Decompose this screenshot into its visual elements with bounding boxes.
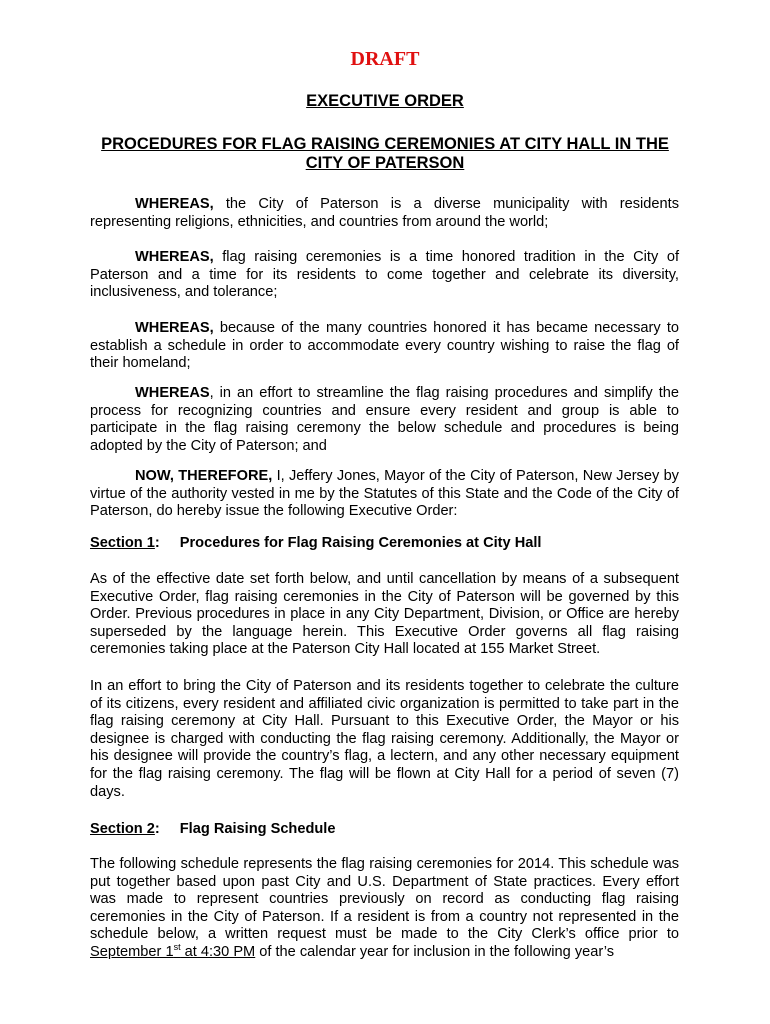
whereas-lead: WHEREAS, [135,249,214,265]
schedule-text: The following schedule represents the flag raising ceremonies for 2014. This schedule was put together based upon past City and U.S. Department of State practices. Every effort was made to represent countries previously on record as conducting flag raising ceremonies in the City of Paterson. If a resident is from a country not represented in the schedule below, a written request must be made to the City Clerk’s office prior to [90,856,679,943]
document-type-heading: EXECUTIVE ORDER [306,92,464,110]
deadline-date [90,944,255,960]
whereas-lead: WHEREAS, [135,196,214,212]
section-number: Section 1 [90,535,155,551]
whereas-lead: WHEREAS, [135,320,214,336]
whereas-paragraph-2 [90,249,679,302]
now-therefore-lead: NOW, THEREFORE, [135,468,273,484]
deadline-day: September 1 [90,943,174,960]
whereas-text: flag raising ceremonies is a time honored tradition in the City of Paterson and a time for its residents to come together and celebrate its diversity, inclusiveness, and tolerance; [90,249,679,301]
whereas-lead: WHEREAS [135,385,210,401]
whereas-paragraph-4 [90,385,679,455]
now-therefore-paragraph [90,468,679,521]
section-title: Procedures for Flag Raising Ceremonies at City Hall [179,535,542,551]
whereas-text: , in an effort to streamline the flag raising procedures and simplify the process for recognizing countries and ensure every resident and group is able to participate in the flag raising ceremony the below schedule and procedures is being adopted by the City of Paterson; and [90,385,679,454]
section-title: Flag Raising Schedule [179,821,336,837]
deadline-suffix: st [173,942,181,953]
section-2-paragraph-1 [90,856,679,962]
section-number: Section 2 [90,821,155,837]
whereas-paragraph-3 [90,320,679,373]
deadline-time: at 4:30 PM [180,943,256,960]
now-therefore-text: I, Jeffery Jones, Mayor of the City of Paterson, New Jersey by virtue of the authority vested in me by the Statutes of this State and the Code of the City of Paterson, do hereby issue the following Executive Order: [90,468,679,520]
document-title: PROCEDURES FOR FLAG RAISING CEREMONIES AT CITY HALL IN THE CITY OF PATERSON [101,135,669,172]
whereas-paragraph-1 [90,196,679,231]
section-1-paragraph-2: In an effort to bring the City of Paterson and its residents together to celebrate the culture of its citizens, every resident and affiliated civic organization is permitted to take part in the flag raising ceremony at City Hall. Pursuant to this Executive Order, the Mayor or his designee is charged with conducting the flag raising ceremony. Additionally, the Mayor or his designee will provide the country’s flag, a lectern, and any other necessary equipment for the flag raising ceremony. The flag will be flown at City Hall for a period of seven (7) days. [90,678,679,800]
section-1-paragraph-1: As of the effective date set forth below, and until cancellation by means of a subsequent Executive Order, flag raising ceremonies in the City of Paterson will be governed by this Order. Previous procedures in place in any City Department, Division, or Office are hereby superseded by the language herein. This Executive Order governs all flag raising ceremonies taking place at the Paterson City Hall located at 155 Market Street. [90,571,679,658]
schedule-text-end: of the calendar year for inclusion in the following year’s [255,943,615,960]
section-2-heading: Section 2: Flag Raising Schedule [90,821,336,837]
draft-label: DRAFT [350,48,420,70]
whereas-text: because of the many countries honored it has became necessary to establish a schedule in order to accommodate every country wishing to raise the flag of their homeland; [90,320,679,372]
whereas-text: the City of Paterson is a diverse municipality with residents representing religions, ethnicities, and countries from around the world; [90,196,679,230]
section-1-heading: Section 1: Procedures for Flag Raising Ceremonies at City Hall [90,535,542,551]
